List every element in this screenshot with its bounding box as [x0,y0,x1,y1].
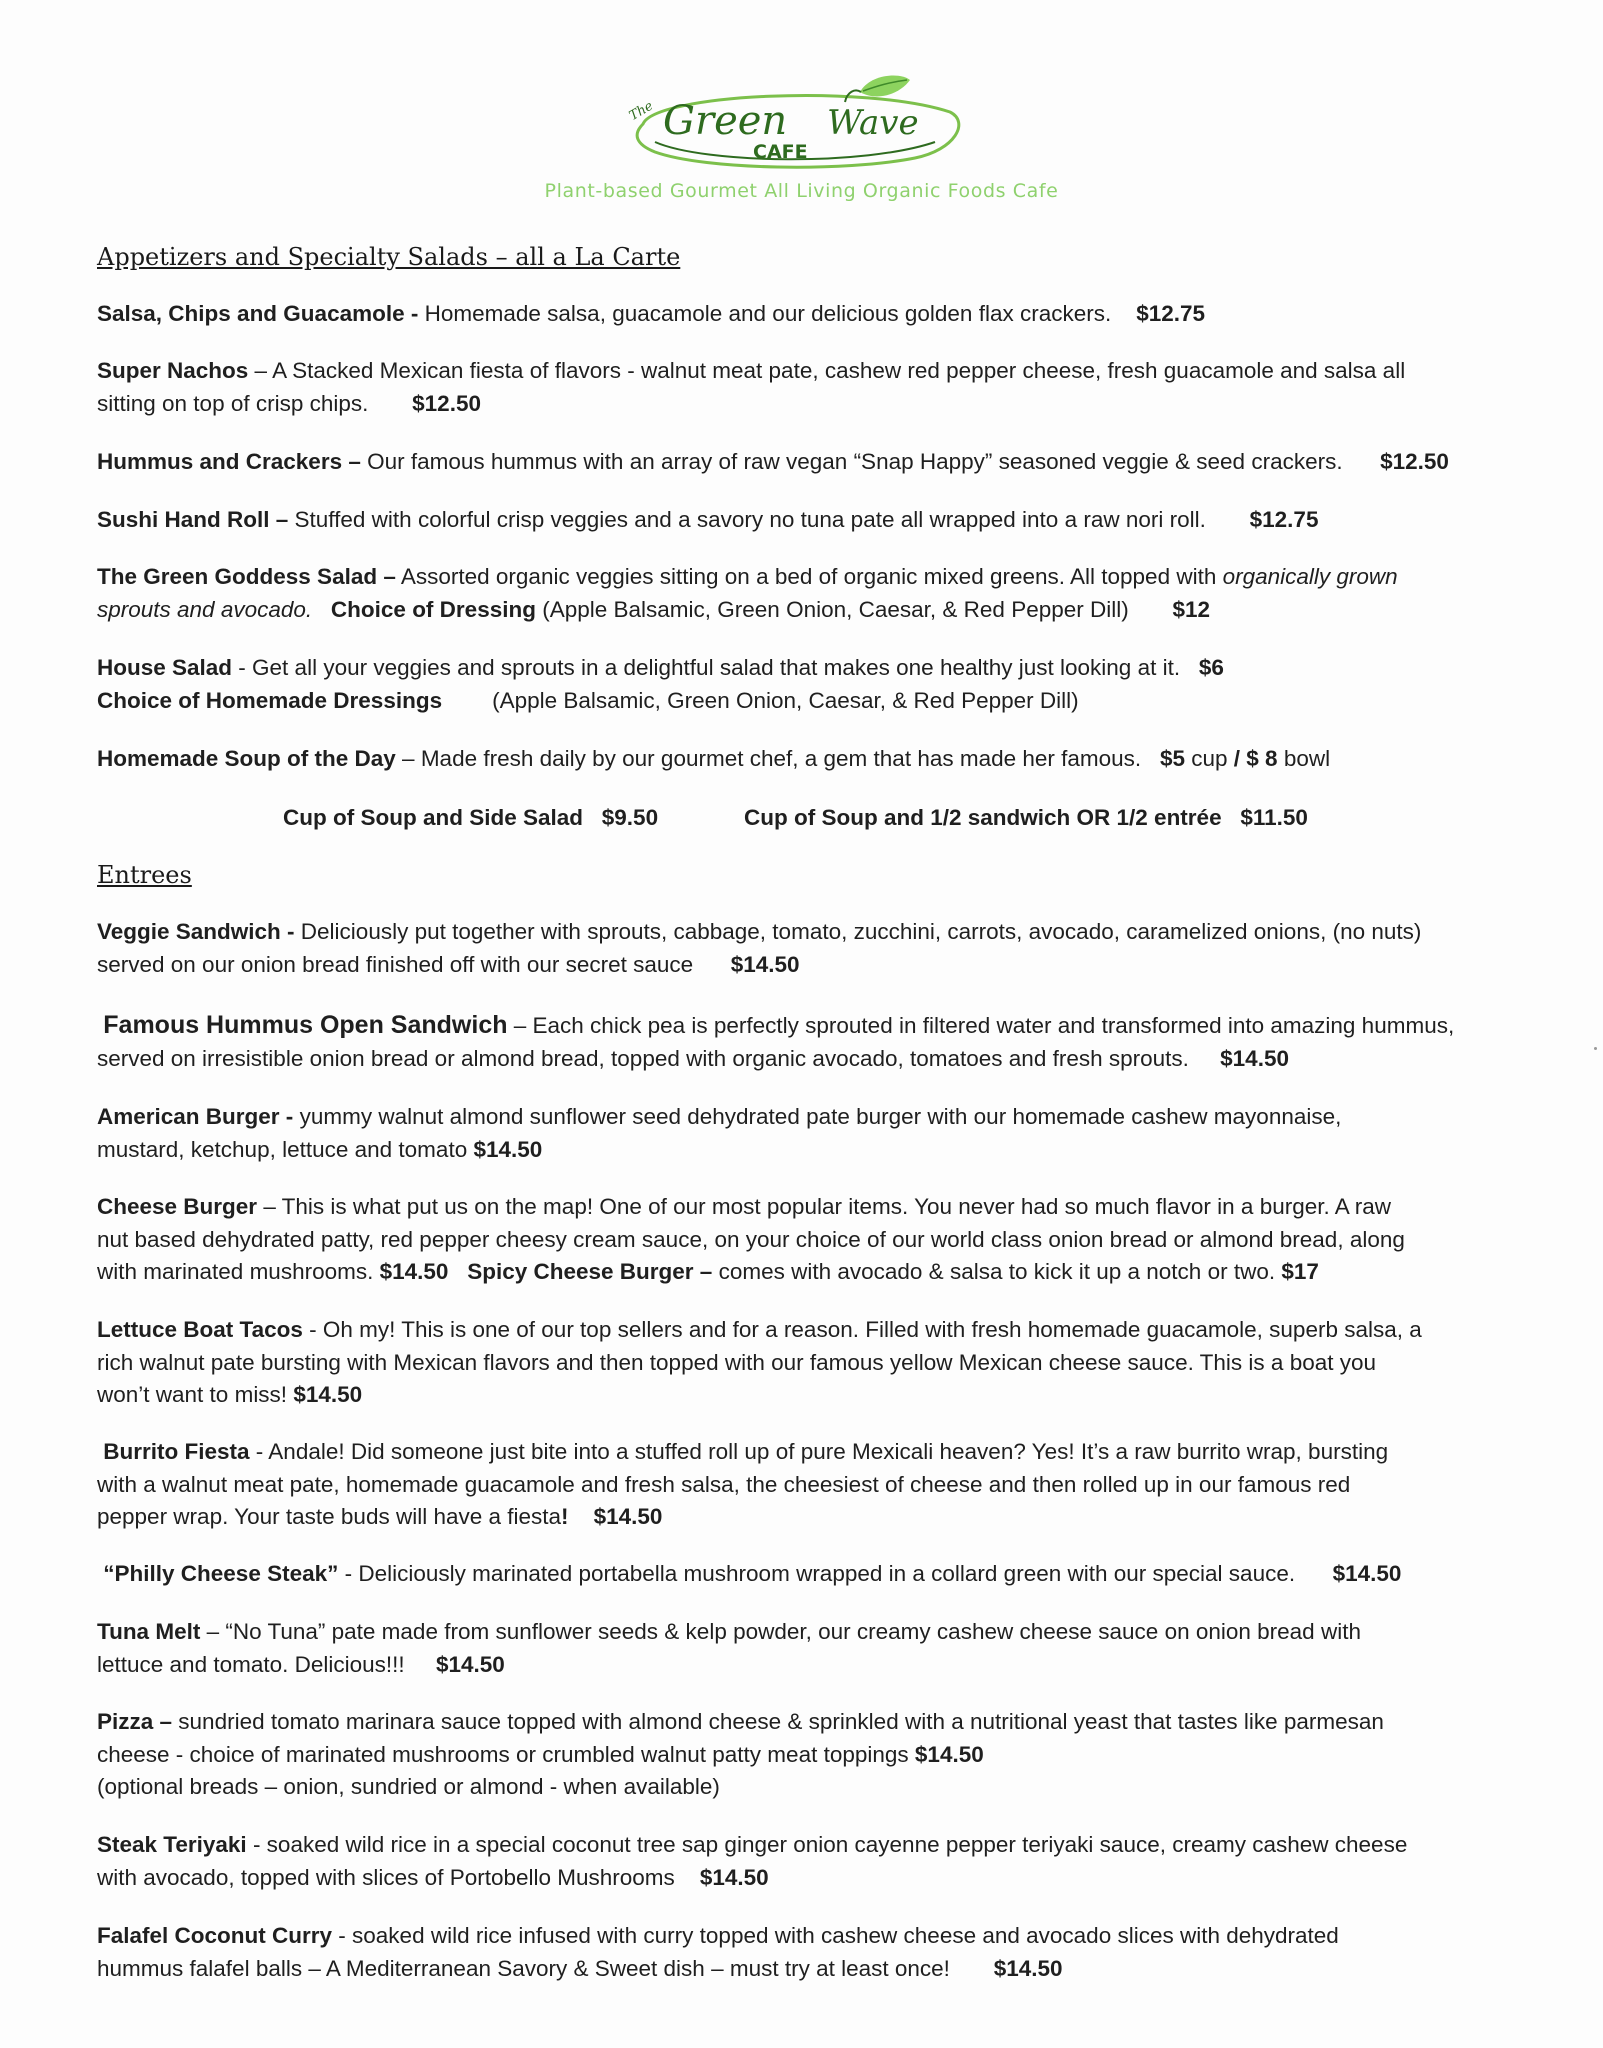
item-desc-2: cheese - choice of marinated mushrooms or crumbled walnut patty meat toppings [97,1741,909,1767]
menu-item-super-nachos [97,355,1517,420]
combo-price: $11.50 [1240,805,1308,830]
menu-item-green-goddess-salad [97,561,1517,626]
item-desc: Homemade salsa, guacamole and our delicious golden flax crackers. [418,301,1112,326]
dressing-options: (Apple Balsamic, Green Onion, Caesar, & Red Pepper Dill) [492,687,1079,713]
item-desc-3: with marinated mushrooms. [97,1259,374,1284]
menu-item-burrito-fiesta [97,1436,1517,1534]
menu-item-soup-of-the-day [97,743,1517,776]
item-name: American Burger - [97,1104,294,1129]
spicy-cheese-burger-price: $17 [1281,1259,1319,1284]
menu-item-famous-hummus-sandwich [97,1009,1517,1075]
item-desc: – Each chick pea is perfectly sprouted in filtered water and transformed into amazing hummus, [507,1013,1455,1038]
soup-bowl-price: $ 8 [1240,746,1278,771]
item-price: $14.50 [593,1504,663,1529]
item-name: Homemade Soup of the Day [97,746,396,771]
menu-item-falafel-coconut-curry [97,1920,1517,1985]
item-name: Hummus and Crackers – [97,449,361,474]
menu-item-cheese-burger [97,1191,1517,1289]
item-price: $14.50 [1220,1045,1289,1071]
soup-cup-label: cup [1184,746,1234,771]
scan-speck [1594,1047,1597,1050]
item-desc-italic: organically grown [1222,564,1398,589]
item-price: $14.50 [699,1864,769,1890]
item-name: Famous Hummus Open Sandwich [103,1011,508,1039]
item-desc-2: lettuce and tomato. Delicious!!! [97,1651,405,1677]
spicy-cheese-burger-name: Spicy Cheese Burger – [467,1259,713,1284]
spicy-cheese-burger-desc: comes with avocado & salsa to kick it up a notch or two. [712,1259,1276,1284]
item-price: $14.50 [914,1741,984,1767]
item-name: Burrito Fiesta [103,1439,250,1464]
item-name: Cheese Burger [97,1194,258,1219]
item-name: “Philly Cheese Steak” [103,1561,339,1586]
item-price: $14.50 [473,1136,543,1162]
item-name: House Salad [97,655,233,680]
menu-item-steak-teriyaki [97,1829,1517,1894]
menu-item-veggie-sandwich [97,916,1517,981]
item-desc-2: rich walnut pate bursting with Mexican flavors and then topped with our famous yellow Mexican cheese sauce. This is a boat you [97,1349,1377,1375]
menu-item-philly-cheese-steak [97,1558,1517,1591]
menu-item-pizza [97,1706,1517,1804]
combo-price: $9.50 [601,805,659,830]
item-desc: - Andale! Did someone just bite into a stuffed roll up of pure Mexicali heaven? Yes! It’s a raw burrito wrap, bursting [249,1439,1389,1464]
item-price: $14.50 [1332,1561,1402,1586]
item-desc: - Get all your veggies and sprouts in a delightful salad that makes one healthy just looking at it. [232,655,1181,680]
item-desc-italic-2: sprouts and avocado. [97,596,313,622]
item-name: Lettuce Boat Tacos [97,1317,303,1342]
item-desc: – This is what put us on the map! One of our most popular items. You never had so much flavor in a burger. A raw [257,1194,1392,1219]
item-price: $14.50 [293,1382,363,1407]
item-price: $14.50 [435,1651,505,1677]
menu-item-american-burger [97,1101,1517,1166]
item-desc-3: pepper wrap. Your taste buds will have a fiesta [97,1504,562,1529]
item-price: $14.50 [993,1955,1063,1981]
item-desc-2: nut based dehydrated patty, red pepper cheesy cream sauce, on your choice of our world class onion bread or almond bread, along [97,1226,1405,1252]
soup-bowl-label: bowl [1277,746,1331,771]
item-price: $12.50 [412,390,481,416]
soup-combo-right [744,802,1444,835]
item-desc-2: hummus falafel balls – A Mediterranean Savory & Sweet dish – must try at least once! [97,1955,950,1981]
item-name: Falafel Coconut Curry [97,1923,333,1948]
item-price: $14.50 [379,1259,449,1284]
item-desc: – Made fresh daily by our gourmet chef, a gem that has made her famous. [395,746,1142,771]
item-name: Tuna Melt [97,1619,201,1644]
item-desc-2: served on irresistible onion bread or almond bread, topped with organic avocado, tomatoes and fresh sprouts. [97,1045,1189,1071]
combo-label: Cup of Soup and 1/2 sandwich OR 1/2 entrée [744,805,1222,830]
item-price: $14.50 [730,951,800,977]
item-name: Veggie Sandwich - [97,919,295,944]
item-desc: Stuffed with colorful crisp veggies and a savory no tuna pate all wrapped into a raw nori roll. [288,507,1206,532]
item-desc: - soaked wild rice in a special coconut tree sap ginger onion cayenne pepper teriyaki sauce, creamy cashew cheese [246,1832,1408,1857]
item-name: Salsa, Chips and Guacamole - [97,301,419,326]
cafe-tagline: Plant-based Gourmet All Living Organic Foods Cafe [544,180,1059,202]
menu-item-sushi-hand-roll [97,504,1517,537]
menu-item-lettuce-boat-tacos [97,1314,1517,1412]
item-desc-2: served on our onion bread finished off with our secret sauce [97,951,694,977]
dressing-options: (Apple Balsamic, Green Onion, Caesar, & Red Pepper Dill) [535,596,1129,622]
menu-item-house-salad [97,652,1517,717]
menu-item-salsa [97,298,1517,331]
item-name: Pizza – [97,1709,173,1734]
item-price: $12.75 [1249,507,1319,532]
item-desc-2: sitting on top of crisp chips. [97,390,369,416]
item-name: The Green Goddess Salad – [97,564,396,589]
item-desc: Our famous hummus with an array of raw vegan “Snap Happy” seasoned veggie & seed crackers. [360,449,1343,474]
item-desc-3: (optional breads – onion, sundried or almond - when available) [97,1774,720,1799]
appetizers-heading: Appetizers and Specialty Salads – all a La Carte [97,243,681,271]
item-desc: Deliciously put together with sprouts, cabbage, tomato, zucchini, carrots, avocado, caramelized onions, (no nuts) [294,919,1422,944]
menu-item-hummus-crackers [97,446,1517,479]
item-price: $12 [1172,596,1211,622]
soup-cup-price: $5 [1159,746,1185,771]
item-price: $12.50 [1380,449,1449,474]
item-desc: yummy walnut almond sunflower seed dehydrated pate burger with our homemade cashew mayonnaise, [293,1104,1342,1129]
combo-label: Cup of Soup and Side Salad [283,805,584,830]
item-desc-2: with avocado, topped with slices of Portobello Mushrooms [97,1864,675,1890]
item-name: Sushi Hand Roll – [97,507,289,532]
menu-item-tuna-melt [97,1616,1517,1681]
entrees-heading: Entrees [97,861,192,889]
item-desc: - soaked wild rice infused with curry topped with cashew cheese and avocado slices with dehydrated [332,1923,1339,1948]
item-desc: sundried tomato marinara sauce topped with almond cheese & sprinkled with a nutritional yeast that tastes like parmesan [172,1709,1384,1734]
dressing-choice-label: Choice of Dressing [330,596,536,622]
item-price: $6 [1198,655,1224,680]
item-desc-2: with a walnut meat pate, homemade guacamole and fresh salsa, the cheesiest of cheese and then rolled up in our famous red [97,1471,1351,1497]
green-wave-cafe-logo [615,72,975,182]
logo-cafe-text: CAFE [753,141,808,163]
logo-small-text: The [626,98,656,124]
price-separator: / [1233,746,1241,771]
item-name: Super Nachos [97,358,249,383]
item-desc: – A Stacked Mexican fiesta of flavors - walnut meat pate, cashew red pepper cheese, fresh guacamole and salsa all [248,358,1406,383]
item-name: Steak Teriyaki [97,1832,247,1857]
item-desc-2: mustard, ketchup, lettuce and tomato [97,1136,468,1162]
item-exclamation: ! [561,1504,569,1529]
item-price: $12.75 [1136,301,1206,326]
item-desc-3: won’t want to miss! [97,1382,288,1407]
logo-green-text: Green [663,98,788,144]
item-desc: – “No Tuna” pate made from sunflower seeds & kelp powder, our creamy cashew cheese sauce on onion bread with [200,1619,1361,1644]
item-desc: Assorted organic veggies sitting on a bed of organic mixed greens. All topped with [395,564,1223,589]
dressing-choice-label: Choice of Homemade Dressings [97,687,443,713]
logo-wave-text: Wave [827,103,919,143]
item-desc: - Oh my! This is one of our top sellers and for a reason. Filled with fresh homemade guacamole, superb salsa, a [302,1317,1422,1342]
item-desc: - Deliciously marinated portabella mushroom wrapped in a collard green with our special sauce. [338,1561,1296,1586]
